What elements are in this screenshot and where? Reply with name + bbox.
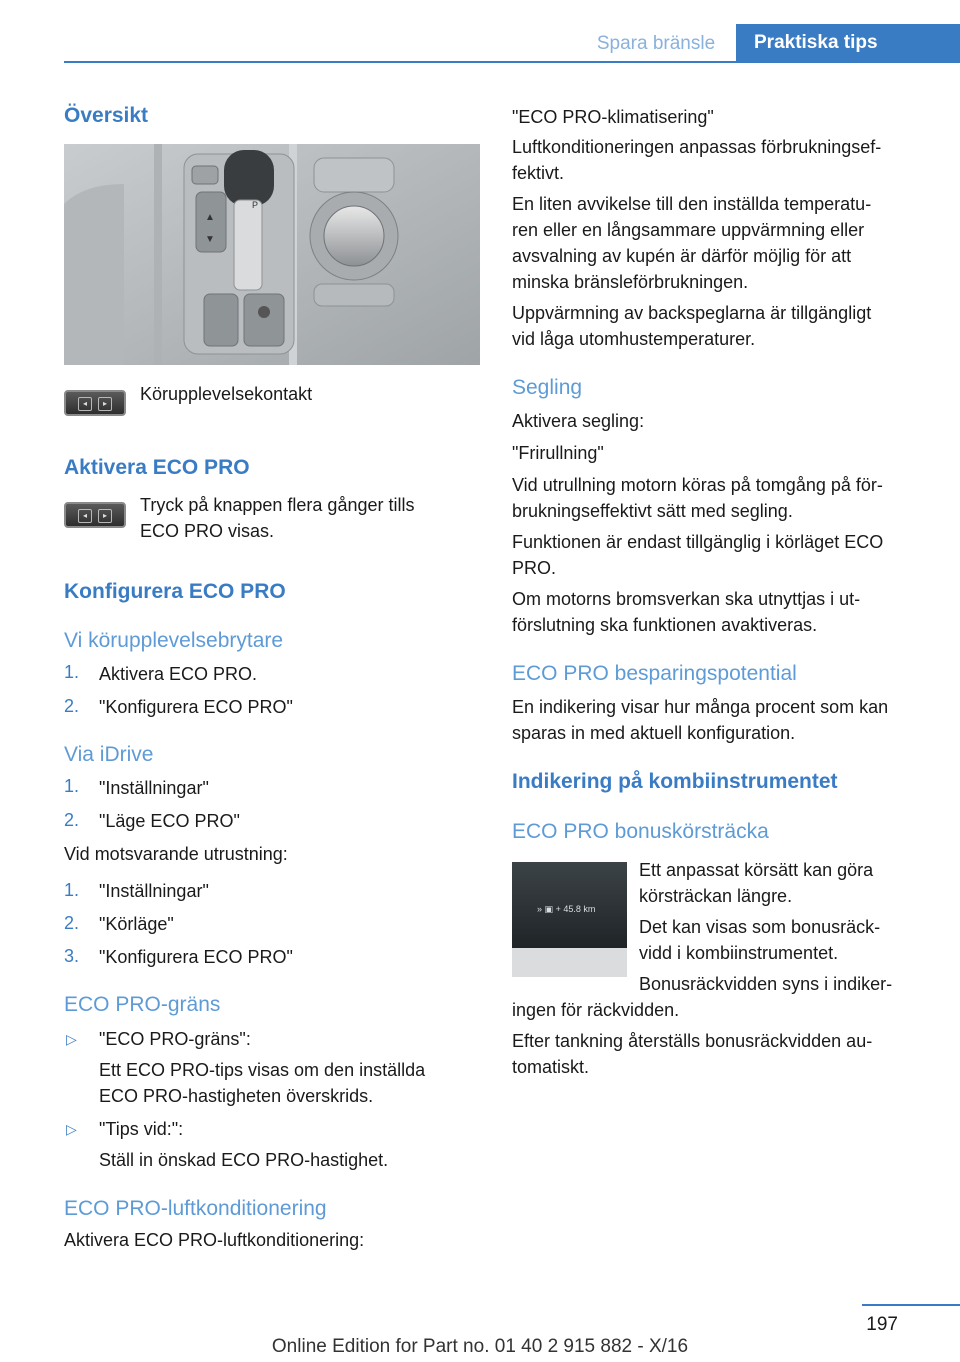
- via-list-item-1: "Inställningar": [99, 778, 209, 798]
- klim-p1-l1: Luftkonditioneringen anpassas förbrukningsef-: [512, 137, 882, 157]
- via-list-num-1: 1.: [64, 776, 80, 796]
- klim-p1-l2: fektivt.: [512, 163, 565, 183]
- bullet-triangle-icon: ▷: [66, 1121, 77, 1137]
- luft-text: Aktivera ECO PRO-luftkonditionering:: [64, 1230, 365, 1250]
- grans-bullet2-line1: Ställ in önskad ECO PRO-hastighet.: [99, 1150, 389, 1170]
- driving-experience-switch-icon-2: ◂ ▸: [64, 502, 126, 528]
- console-illustration: [64, 144, 480, 365]
- klim-p2-l3: avsvalning av kupén är därför möjlig för att: [512, 246, 852, 266]
- besp-l1: En indikering visar hur många procent som kan: [512, 697, 889, 717]
- heading-eco-pro-luftkonditionering: ECO PRO-luftkonditionering: [64, 1197, 327, 1220]
- heading-bonuskorstracka: ECO PRO bonuskörsträcka: [512, 820, 769, 843]
- bonus-p3-l1: Bonusräckvidden syns i indiker-: [639, 974, 893, 994]
- aktivera-text-line2: ECO PRO visas.: [140, 521, 275, 541]
- segling-p1-l1: Vid utrullning motorn köras på tomgång på för-: [512, 475, 883, 495]
- footer-rule: [862, 1304, 960, 1306]
- vid-list-num-1: 1.: [64, 880, 80, 900]
- heading-aktivera-eco-pro: Aktivera ECO PRO: [64, 456, 250, 479]
- bullet-triangle-icon: ▷: [66, 1031, 77, 1047]
- heading-konfigurera-eco-pro: Konfigurera ECO PRO: [64, 580, 286, 603]
- header-chapter-tab[interactable]: Praktiska tips: [736, 24, 960, 61]
- bonus-p4-l1: Efter tankning återställs bonusräckvidden au-: [512, 1031, 873, 1051]
- klim-title: "ECO PRO-klimatisering": [512, 107, 714, 127]
- bonus-p2-l2: vidd i kombiinstrumentet.: [639, 943, 839, 963]
- driving-experience-switch-icon: ◂ ▸: [64, 390, 126, 416]
- segling-p3-l1: Om motorns bromsverkan ska utnyttjas i ut-: [512, 589, 861, 609]
- online-edition-text: Online Edition for Part no. 01 40 2 915 882 - X/16: [271, 1336, 689, 1357]
- bonus-p1-l1: Ett anpassat körsätt kan göra: [639, 860, 874, 880]
- bonus-p2-l1: Det kan visas som bonusräck-: [639, 917, 881, 937]
- segling-p3-l2: förslutning ska funktionen avaktiveras.: [512, 615, 818, 635]
- bonus-p3-l2: ingen för räckvidden.: [512, 1000, 680, 1020]
- bonus-p4-l2: tomatiskt.: [512, 1057, 590, 1077]
- grans-bullet1-line2: ECO PRO-hastigheten överskrids.: [99, 1086, 374, 1106]
- aktivera-text-line1: Tryck på knappen flera gånger tills: [140, 495, 415, 515]
- vi-list-item-2: "Konfigurera ECO PRO": [99, 697, 293, 717]
- klim-p2-l1: En liten avvikelse till den inställda temperatu-: [512, 194, 872, 214]
- vid-list-num-2: 2.: [64, 913, 80, 933]
- bonus-range-readout: » ▣ + 45.8 km: [537, 904, 596, 914]
- svg-text:▲: ▲: [205, 212, 215, 223]
- vid-motsvarande-text: Vid motsvarande utrustning:: [64, 844, 288, 864]
- via-list-item-2: "Läge ECO PRO": [99, 811, 240, 831]
- heading-via-idrive: Via iDrive: [64, 743, 154, 766]
- via-list-num-2: 2.: [64, 810, 80, 830]
- heading-oversikt: Översikt: [64, 104, 149, 127]
- segling-p1-l2: brukningseffektivt sätt med segling.: [512, 501, 793, 521]
- heading-indikering-kombiinstrumentet: Indikering på kombiinstrumentet: [512, 770, 838, 793]
- instrument-display-image: [512, 862, 627, 977]
- page-number: 197: [866, 1314, 898, 1335]
- besp-l2: sparas in med aktuell konfiguration.: [512, 723, 796, 743]
- heading-segling: Segling: [512, 376, 583, 399]
- segling-p2-l2: PRO.: [512, 558, 557, 578]
- grans-bullet1-line1: Ett ECO PRO-tips visas om den inställda: [99, 1060, 426, 1080]
- klim-p2-l2: ren eller en långsammare uppvärmning eller: [512, 220, 865, 240]
- vid-list-item-2: "Körläge": [99, 914, 174, 934]
- segling-t2: "Frirullning": [512, 443, 604, 463]
- vid-list-item-1: "Inställningar": [99, 881, 209, 901]
- segling-p2-l1: Funktionen är endast tillgänglig i körläget ECO: [512, 532, 884, 552]
- heading-vi-korupplevelsebrytare: Vi körupplevelsebrytare: [64, 629, 284, 652]
- grans-bullet1-title: "ECO PRO-gräns":: [99, 1029, 251, 1049]
- caption-korupplevelsekontakt: Körupplevelsekontakt: [140, 384, 313, 404]
- heading-besparingspotential: ECO PRO besparingspotential: [512, 662, 797, 685]
- fast-forward-icon: »: [537, 904, 543, 914]
- fuel-pump-icon: ▣: [544, 904, 554, 914]
- header-section-tab[interactable]: Spara bränsle: [596, 33, 716, 54]
- bonus-p1-l2: körsträckan längre.: [639, 886, 793, 906]
- heading-eco-pro-grans: ECO PRO-gräns: [64, 993, 221, 1016]
- klim-p3-l1: Uppvärmning av backspeglarna är tillgängligt: [512, 303, 872, 323]
- vid-list-item-3: "Konfigurera ECO PRO": [99, 947, 293, 967]
- grans-bullet2-title: "Tips vid:":: [99, 1119, 184, 1139]
- segling-t1: Aktivera segling:: [512, 411, 645, 431]
- header-rule: [64, 61, 960, 63]
- svg-text:P: P: [252, 200, 259, 210]
- vi-list-item-1: Aktivera ECO PRO.: [99, 664, 258, 684]
- klim-p2-l4: minska bränsleförbrukningen.: [512, 272, 749, 292]
- vi-list-num-2: 2.: [64, 696, 80, 716]
- vid-list-num-3: 3.: [64, 946, 80, 966]
- vi-list-num-1: 1.: [64, 662, 80, 682]
- klim-p3-l2: vid låga utomhustemperaturer.: [512, 329, 756, 349]
- svg-text:▼: ▼: [205, 234, 215, 245]
